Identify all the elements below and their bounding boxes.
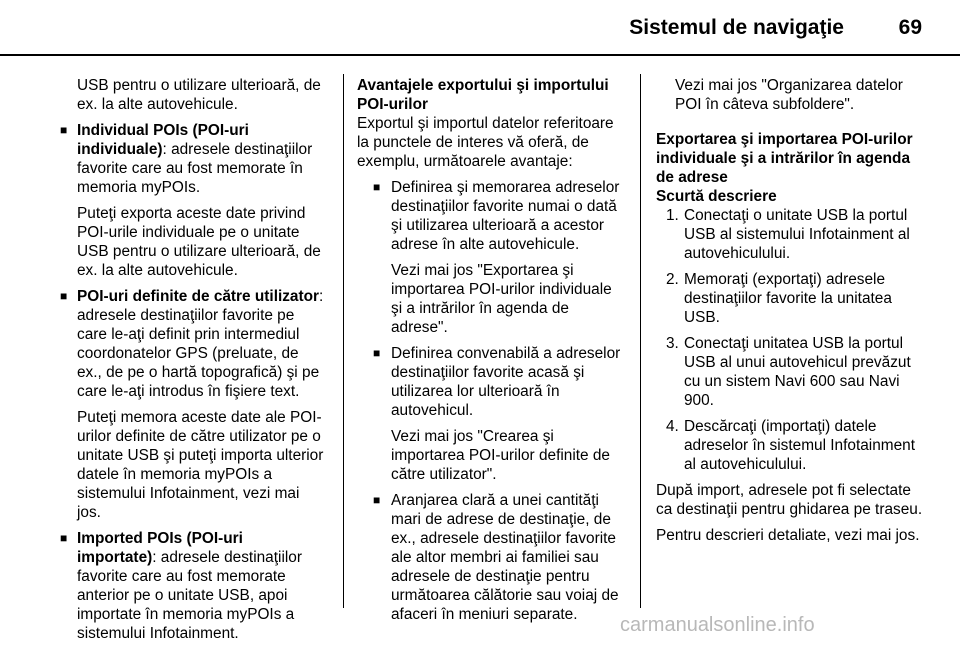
subheading: Scurtă descriere xyxy=(656,188,777,205)
bullet-item xyxy=(58,529,326,643)
bullet-item xyxy=(58,287,326,401)
bullet-marker: ■ xyxy=(60,531,68,545)
paragraph: Exportul şi importul datelor referitoare la punctele de interes vă oferă, de exemplu, următoarele avantaje: xyxy=(357,115,614,170)
section-heading: Avantajele exportului şi importului POI-urilor xyxy=(357,77,609,113)
bullet-marker: ■ xyxy=(60,123,68,137)
bullet-marker: ■ xyxy=(373,180,381,194)
paragraph: Pentru descrieri detaliate, vezi mai jos. xyxy=(656,527,920,544)
bullet-item xyxy=(357,344,627,420)
bullet-text: : adresele destinaţiilor favorite care au fost memorate anterior pe o unitate USB, apoi importate în memoria myPOIs a sistemului Infotainment. xyxy=(77,549,302,642)
bullet-term: Imported POIs (POI-uri importate) xyxy=(77,530,243,566)
bullet-item xyxy=(58,121,326,197)
bullet-marker: ■ xyxy=(373,493,381,507)
step-text: Descărcaţi (importaţi) datele adreselor în sistemul Infotainment al autovehiculului. xyxy=(684,418,915,473)
step-item xyxy=(656,417,924,474)
section-heading: Exportarea şi importarea POI-urilor individuale şi a intrărilor în agenda de adrese xyxy=(656,131,913,186)
bullet-text: Definirea convenabilă a adreselor destinaţiilor favorite acasă şi utilizarea lor ulterioară în autovehicul. xyxy=(391,345,621,419)
step-item xyxy=(656,206,924,263)
bullet-item xyxy=(357,178,627,254)
bullet-item xyxy=(357,491,627,624)
step-text: Memoraţi (exportaţi) adresele destinaţiilor favorite la unitatea USB. xyxy=(684,271,892,326)
column-divider xyxy=(343,74,344,608)
paragraph: După import, adresele pot fi selectate ca destinaţii pentru ghidarea pe traseu. xyxy=(656,482,923,518)
bullet-term: POI-uri definite de către utilizator xyxy=(77,288,320,305)
column-3 xyxy=(656,76,924,552)
column-2 xyxy=(357,76,627,631)
step-item xyxy=(656,270,924,327)
paragraph: Puteţi exporta aceste date privind POI-urile individuale pe o unitate USB pentru o utilizare ulterioară, de ex. la alte autovehicule. xyxy=(77,205,321,279)
step-number: 4. xyxy=(666,418,679,435)
column-1 xyxy=(58,76,326,650)
paragraph: Puteţi memora aceste date ale POI-urilor definite de către utilizator pe o unitate USB şi puteţi importa ulterior datele în memoria myPOIs a sistemului Infotainment, vezi mai jos. xyxy=(77,409,324,521)
page-title: Sistemul de navigaţie xyxy=(629,16,844,39)
step-item xyxy=(656,334,924,410)
step-number: 2. xyxy=(666,271,679,288)
bullet-marker: ■ xyxy=(373,346,381,360)
bullet-text: Definirea şi memorarea adreselor destinaţiilor favorite numai o dată şi utilizarea ulterioară a acestor adrese în alte autovehicule. xyxy=(391,179,620,253)
step-number: 1. xyxy=(666,207,679,224)
step-text: Conectaţi unitatea USB la portul USB al unui autovehicul prevăzut cu un sistem Navi 600 sau Navi 900. xyxy=(684,335,911,409)
watermark: carmanualsonline.info xyxy=(620,614,815,636)
paragraph: Vezi mai jos "Exportarea şi importarea POI-urilor individuale şi a intrărilor în agenda de adrese". xyxy=(391,262,612,336)
bullet-text: : adresele destinaţiilor favorite care au fost memorate în memoria myPOIs. xyxy=(77,141,313,196)
step-number: 3. xyxy=(666,335,679,352)
step-text: Conectaţi o unitate USB la portul USB al sistemului Infotainment al autovehiculului. xyxy=(684,207,910,262)
bullet-marker: ■ xyxy=(60,289,68,303)
bullet-text: : adresele destinaţiilor favorite pe care le-aţi definit prin intermediul coordonatelor GPS (preluate, de ex., de pe o hartă topografică) şi pe care le-aţi introdus în fişiere text. xyxy=(77,288,324,400)
paragraph: USB pentru o utilizare ulterioară, de ex. la alte autovehicule. xyxy=(77,77,321,113)
header-rule xyxy=(0,54,960,56)
bullet-text: Aranjarea clară a unei cantităţi mari de adrese de destinaţie, de ex., adresele destinaţiilor favorite ale altor membri ai familiei sau adresele de destinaţie pentru următoarea călătorie sau voiaj de afaceri în meniuri separate. xyxy=(391,492,619,623)
page-number: 69 xyxy=(898,16,922,39)
paragraph: Vezi mai jos "Organizarea datelor POI în câteva subfoldere". xyxy=(675,77,903,113)
column-divider xyxy=(640,74,641,608)
bullet-term: Individual POIs (POI-uri individuale) xyxy=(77,122,249,158)
paragraph: Vezi mai jos "Crearea şi importarea POI-urilor definite de către utilizator". xyxy=(391,428,610,483)
